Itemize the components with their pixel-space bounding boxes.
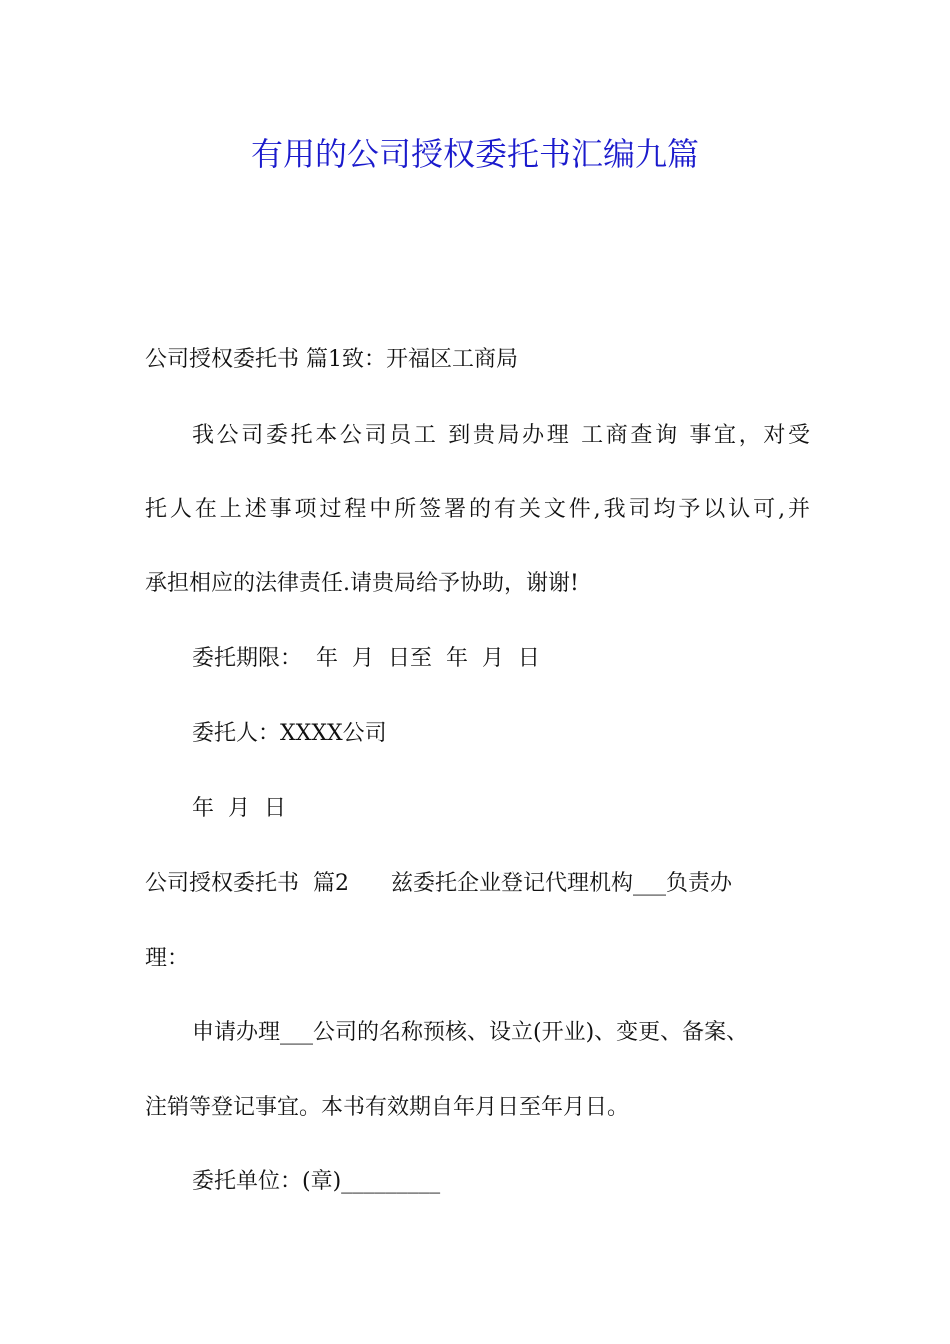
paragraph-line: 注销等登记事宜。本书有效期自年月日至年月日。 [145, 1095, 630, 1120]
paragraph-line: 申请办理___公司的名称预核、设立(开业)、变更、备案、 [192, 1020, 749, 1045]
paragraph-line: 承担相应的法律责任.请贵局给予协助，谢谢! [145, 571, 579, 596]
entrust-period-line: 委托期限： 年 月 日至 年 月 日 [192, 646, 540, 671]
paragraph-line: 托人在上述事项过程中所签署的有关文件,我司均予以认可,并 [145, 497, 810, 522]
paragraph-line: 我公司委托本公司员工 到贵局办理 工商查询 事宜，对受 [192, 423, 810, 448]
section-1-heading: 公司授权委托书 篇1致：开福区工商局 [145, 347, 518, 372]
date-line: 年 月 日 [192, 796, 286, 821]
entruster-line: 委托人：XXXX公司 [192, 721, 387, 746]
paragraph-line: 理： [145, 946, 190, 971]
entrusting-unit-line: 委托单位：(章)_________ [192, 1169, 441, 1194]
section-2-heading: 公司授权委托书 篇2 兹委托企业登记代理机构___负责办 [145, 871, 732, 896]
document-title: 有用的公司授权委托书汇编九篇 [250, 135, 699, 173]
